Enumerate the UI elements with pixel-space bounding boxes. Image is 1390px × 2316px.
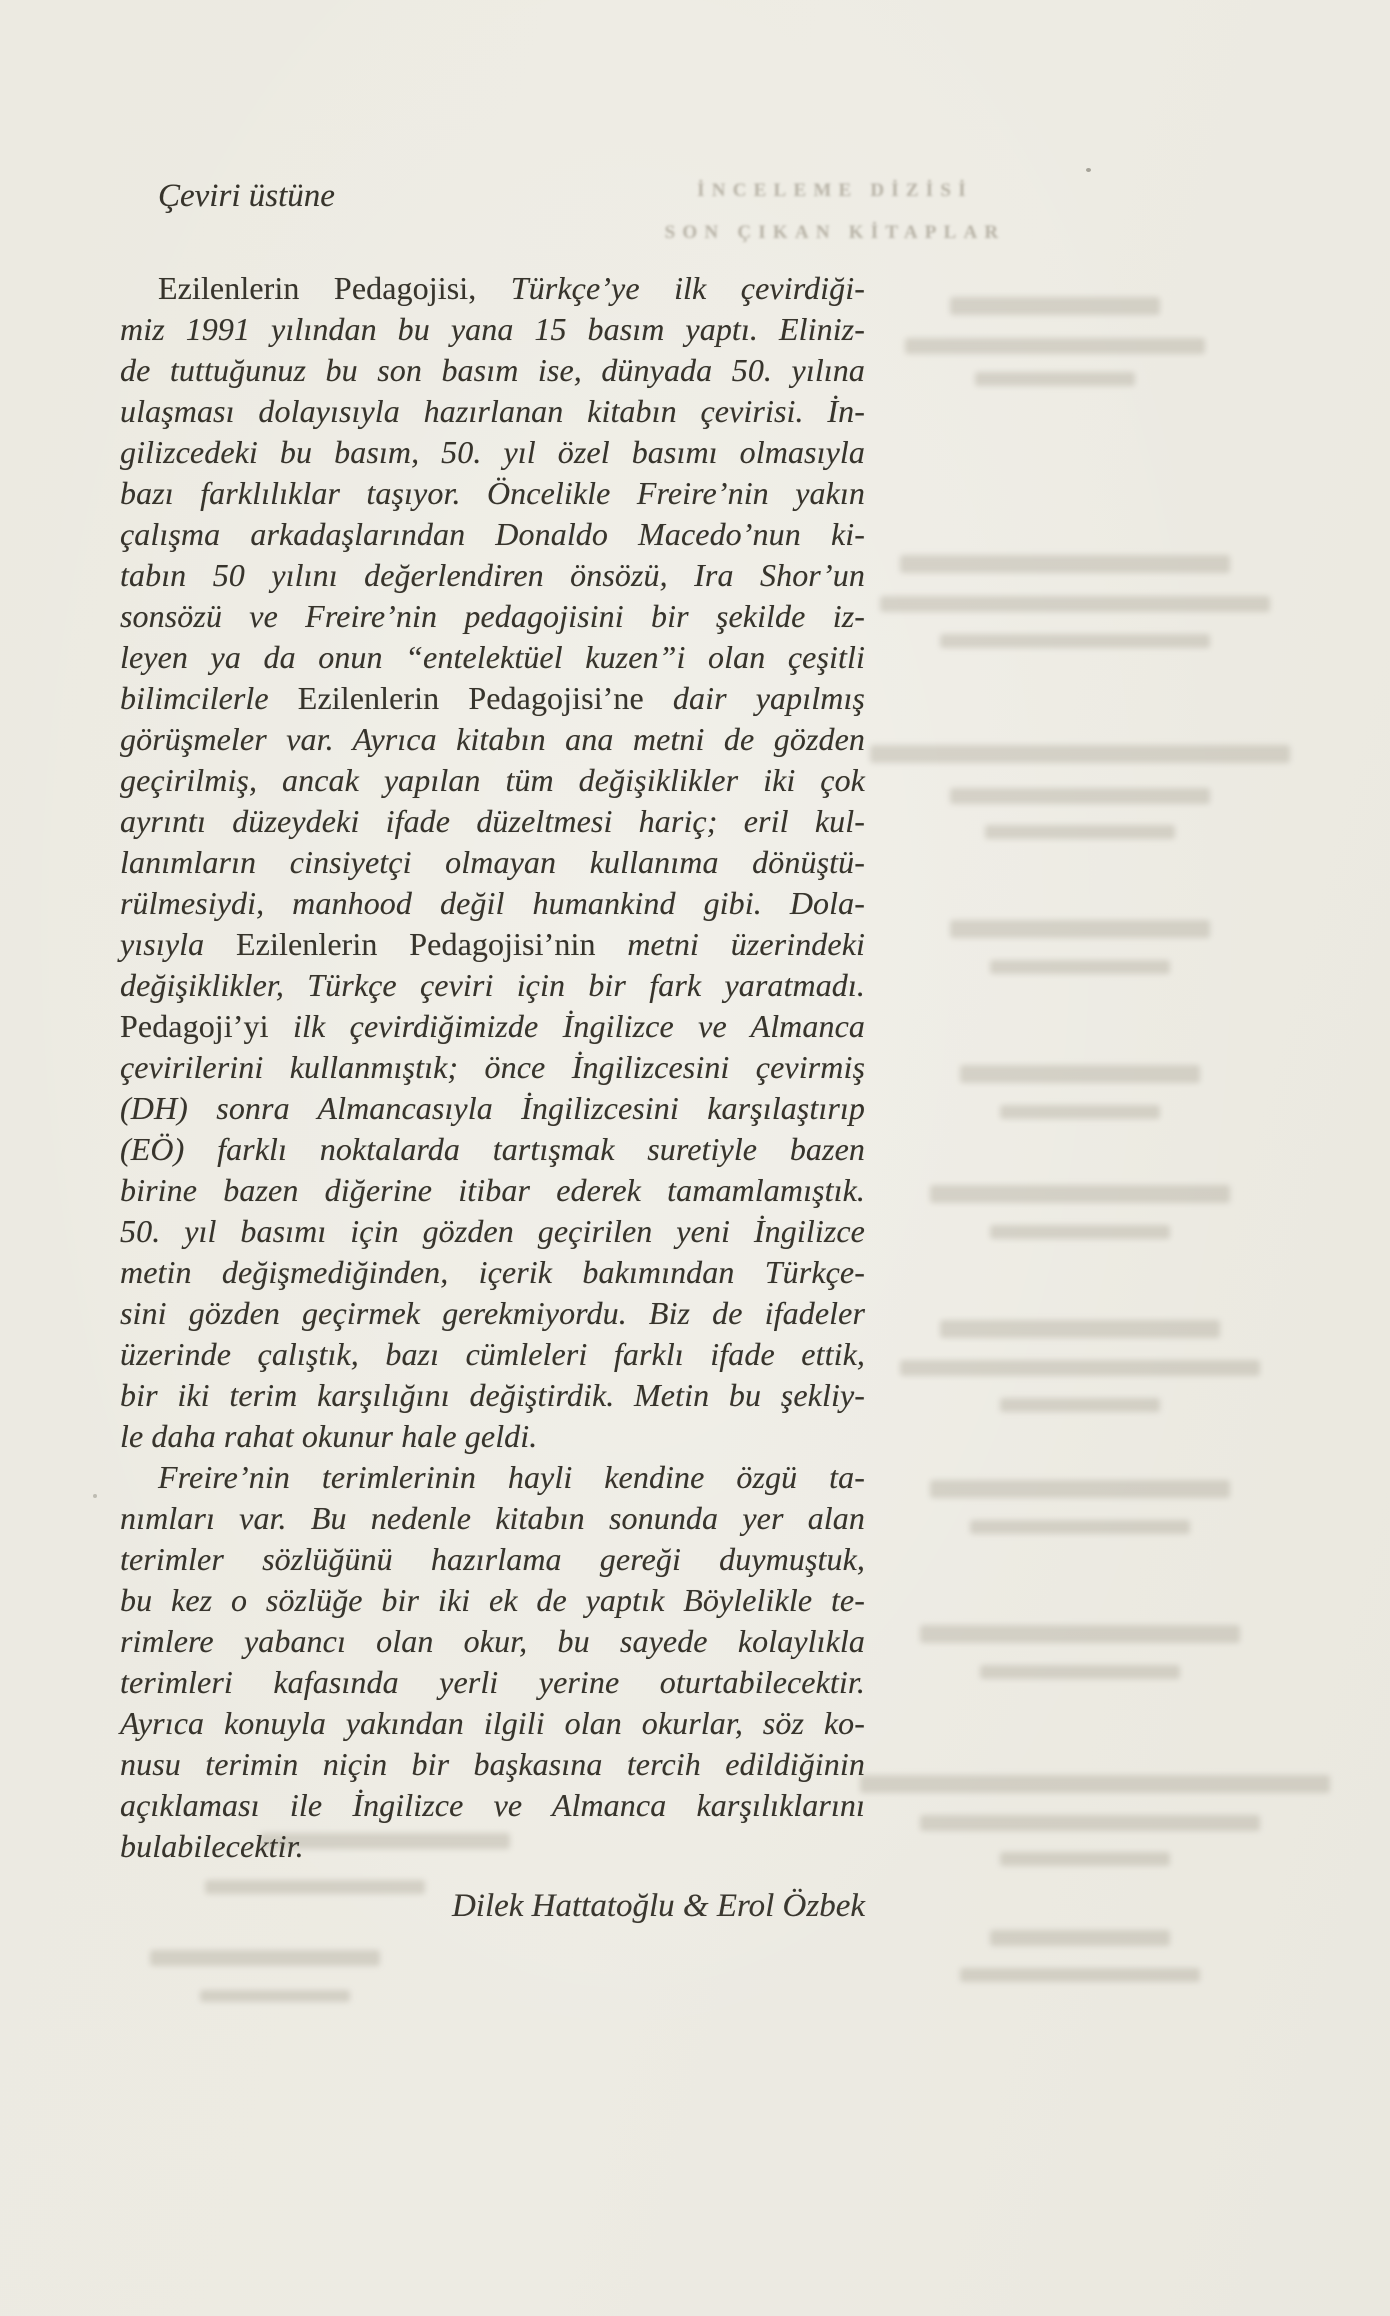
scan-speck — [1086, 168, 1091, 172]
text-segment: Freire’nin terimlerinin hayli kendine özgü ta- — [158, 1459, 865, 1495]
translators-signature: Dilek Hattatoğlu & Erol Özbek — [451, 1888, 865, 1924]
text-line — [120, 309, 865, 350]
text-segment: yısıyla — [120, 926, 237, 962]
text-line — [120, 350, 865, 391]
text-line — [120, 801, 865, 842]
text-segment: terimleri kafasında yerli yerine oturtabilecektir. — [120, 1664, 865, 1700]
ghost-text-block — [900, 1360, 1260, 1376]
text-line — [120, 473, 865, 514]
text-segment: lanımların cinsiyetçi olmayan kullanıma dönüştü- — [120, 844, 865, 880]
ghost-text-block — [870, 745, 1290, 763]
text-segment: birine bazen diğerine itibar ederek tamamlamıştık. — [120, 1172, 865, 1208]
text-line — [120, 555, 865, 596]
ghost-text-block — [900, 555, 1230, 573]
text-line — [120, 1580, 865, 1621]
text-segment: Ayrıca konuyla yakından ilgili olan okurlar, söz ko- — [120, 1705, 865, 1741]
text-line — [120, 760, 865, 801]
text-line — [120, 719, 865, 760]
text-segment: dair yapılmış — [643, 680, 865, 716]
ghost-text-block — [1000, 1398, 1160, 1412]
ghost-text-block — [980, 1665, 1180, 1679]
text-line — [120, 1211, 865, 1252]
ghost-text-block — [990, 960, 1170, 974]
ghost-header-line1: İNCELEME DİZİSİ — [697, 180, 973, 201]
text-line — [120, 1006, 865, 1047]
text-line — [120, 1744, 865, 1785]
text-segment: rülmesiydi, manhood değil humankind gibi. Dola- — [120, 885, 865, 921]
text-segment: bazı farklılıklar taşıyor. Öncelikle Freire’nin yakın — [120, 475, 865, 511]
text-segment: bilimcilerle — [120, 680, 298, 716]
text-segment: ilk çevirdiğimizde İngilizce ve Almanca — [268, 1008, 865, 1044]
ghost-text-block — [880, 596, 1270, 612]
book-title-roman: Ezilenlerin Pedagojisi’nin — [236, 926, 596, 962]
ghost-text-block — [975, 372, 1135, 386]
ghost-text-block — [200, 1990, 350, 2002]
ghost-text-block — [930, 1185, 1230, 1203]
text-line — [120, 678, 865, 719]
text-line — [120, 1252, 865, 1293]
ghost-text-block — [940, 634, 1210, 648]
text-line — [120, 883, 865, 924]
text-line — [120, 1416, 865, 1457]
ghost-header-line2: SON ÇIKAN KİTAPLAR — [664, 222, 1006, 243]
text-segment: miz 1991 yılından bu yana 15 basım yaptı. Eliniz- — [120, 311, 865, 347]
text-segment: değişiklikler, Türkçe çeviri için bir fark yaratmadı. — [120, 967, 865, 1003]
text-line — [120, 1129, 865, 1170]
scan-speck — [93, 1494, 97, 1498]
book-title-roman: Ezilenlerin Pedagojisi, — [158, 270, 477, 306]
text-segment: nımları var. Bu nedenle kitabın sonunda yer alan — [120, 1500, 865, 1536]
text-segment: le daha rahat okunur hale geldi. — [120, 1418, 538, 1454]
text-line — [120, 1334, 865, 1375]
text-segment: çevirilerini kullanmıştık; önce İngilizcesini çevirmiş — [120, 1049, 865, 1085]
text-segment: tabın 50 yılını değerlendiren önsözü, Ira Shor’un — [120, 557, 865, 593]
text-segment: (DH) sonra Almancasıyla İngilizcesini karşılaştırıp — [120, 1090, 865, 1126]
text-segment: bulabilecektir. — [120, 1828, 304, 1864]
text-segment: nusu terimin niçin bir başkasına tercih edildiğinin — [120, 1746, 865, 1782]
ghost-text-block — [1000, 1105, 1160, 1119]
ghost-text-block — [950, 920, 1210, 938]
text-segment: bir iki terim karşılığını değiştirdik. Metin bu şekliy- — [120, 1377, 865, 1413]
text-line — [120, 1170, 865, 1211]
ghost-text-block — [920, 1625, 1240, 1643]
text-segment: ayrıntı düzeydeki ifade düzeltmesi hariç; eril kul- — [120, 803, 865, 839]
ghost-text-block — [960, 1065, 1200, 1083]
text-segment: bu kez o sözlüğe bir iki ek de yaptık Böylelikle te- — [120, 1582, 865, 1618]
ghost-text-block — [920, 1815, 1260, 1831]
text-line — [120, 965, 865, 1006]
text-block — [120, 268, 865, 1867]
text-segment: gilizcedeki bu basım, 50. yıl özel basımı olmasıyla — [120, 434, 865, 470]
ghost-text-block — [860, 1775, 1330, 1793]
ghost-text-block — [985, 825, 1175, 839]
text-segment: (EÖ) farklı noktalarda tartışmak suretiyle bazen — [120, 1131, 865, 1167]
ghost-text-block — [970, 1520, 1190, 1534]
text-line — [120, 1498, 865, 1539]
text-segment: sini gözden geçirmek gerekmiyordu. Biz de ifadeler — [120, 1295, 865, 1331]
text-line — [120, 1457, 865, 1498]
text-segment: görüşmeler var. Ayrıca kitabın ana metni de gözden — [120, 721, 865, 757]
text-line — [120, 596, 865, 637]
text-segment: terimler sözlüğünü hazırlama gereği duymuştuk, — [120, 1541, 865, 1577]
ghost-text-block — [950, 297, 1160, 315]
text-segment: metni üzerindeki — [595, 926, 865, 962]
book-title-roman: Pedagoji’yi — [120, 1008, 269, 1044]
ghost-text-block — [905, 338, 1205, 354]
text-segment: leyen ya da onun “entelektüel kuzen”i olan çeşitli — [120, 639, 865, 675]
text-segment: üzerinde çalıştık, bazı cümleleri farklı ifade ettik, — [120, 1336, 865, 1372]
text-line — [120, 842, 865, 883]
text-line — [120, 1375, 865, 1416]
ghost-text-block — [960, 1968, 1200, 1982]
ghost-text-block — [930, 1480, 1230, 1498]
text-segment: de tuttuğunuz bu son basım ise, dünyada 50. yılına — [120, 352, 865, 388]
text-segment: ulaşması dolayısıyla hazırlanan kitabın çevirisi. İn- — [120, 393, 865, 429]
text-line — [120, 1826, 865, 1867]
text-line — [120, 1539, 865, 1580]
text-segment: çalışma arkadaşlarından Donaldo Macedo’nun ki- — [120, 516, 865, 552]
text-segment: geçirilmiş, ancak yapılan tüm değişiklikler iki çok — [120, 762, 865, 798]
text-segment: rimlere yabancı olan okur, bu sayede kolaylıkla — [120, 1623, 865, 1659]
ghost-text-block — [950, 788, 1210, 804]
text-line — [120, 1621, 865, 1662]
text-segment: sonsözü ve Freire’nin pedagojisini bir şekilde iz- — [120, 598, 865, 634]
text-line — [120, 1785, 865, 1826]
book-title-roman: Ezilenlerin Pedagojisi’ne — [297, 680, 644, 716]
text-line — [120, 637, 865, 678]
text-line — [120, 432, 865, 473]
text-segment: metin değişmediğinden, içerik bakımından Türkçe- — [120, 1254, 865, 1290]
text-segment: 50. yıl basımı için gözden geçirilen yeni İngilizce — [120, 1213, 865, 1249]
text-line — [120, 391, 865, 432]
text-line — [120, 924, 865, 965]
ghost-text-block — [150, 1950, 380, 1966]
text-segment: açıklaması ile İngilizce ve Almanca karşılıklarını — [120, 1787, 865, 1823]
text-line — [120, 268, 865, 309]
ghost-text-block — [990, 1225, 1170, 1239]
ghost-text-block — [1000, 1852, 1170, 1866]
text-segment: Türkçe’ye ilk çevirdiği- — [476, 270, 865, 306]
text-line — [120, 1293, 865, 1334]
section-header: Çeviri üstüne — [158, 178, 335, 214]
text-line — [120, 1088, 865, 1129]
ghost-text-block — [990, 1930, 1170, 1946]
text-line — [120, 1662, 865, 1703]
text-line — [120, 1703, 865, 1744]
text-line — [120, 514, 865, 555]
text-line — [120, 1047, 865, 1088]
ghost-text-block — [940, 1320, 1220, 1338]
